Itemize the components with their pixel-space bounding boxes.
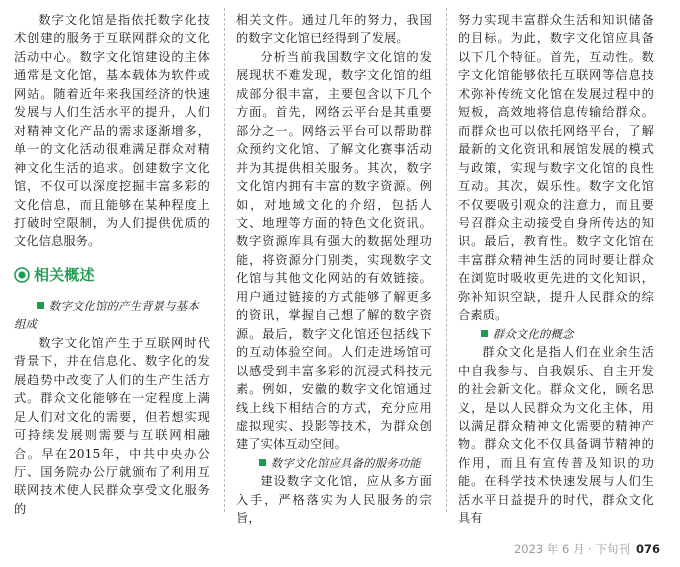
subheading-background <box>14 297 210 334</box>
section-heading <box>14 265 210 285</box>
functions-paragraph-continued: 努力实现丰富群众生活和知识储备的目标。为此，数字文化馆应具备以下几个特征。首先，互动性。数字文化馆能够依托互联网等信息技术弥补传统文化馆在发展过程中的短板，高效地将信息传输给群众。而群众也可以依托网络平台，了解最新的文化资讯和展馆发展的模式与政策，实现与数字文化馆的良性互动。其次，娱乐性。数字文化馆不仅要吸引观众的注意力，而且要号召群众主动接受自身所传达的知识。最后，教育性。数字文化馆在丰富群众精神生活的同时要让群众在浏览时吸收更先进的文化知识，弥补知识空缺，提升人民群众的综合素质。 <box>458 13 654 323</box>
green-square-bullet-icon <box>259 459 266 466</box>
subheading-functions-text: 数字文化馆应具备的服务功能 <box>270 455 421 470</box>
column-divider <box>446 8 447 512</box>
analysis-paragraph: 分析当前我国数字文化馆的发展现状不难发现，数字文化馆的组成部分很丰富，主要包含以下几个方面。首先，网络云平台是其重要部分之一。网络云平台可以帮助群众预约文化馆、了解文化赛事活动并为其提供相关服务。其次，数字文化馆内拥有丰富的数字资源。例如，对地域文化的介绍，包括人文、地理等方面的特色文化资讯。数字资源库具有强大的数据处理功能，将资源分门别类，实现数字文化馆与其他文化网站的有效链接。用户通过链接的方式能够了解更多的资讯，掌握自己想了解的数字资源。最后，数字文化馆还包括线下的互动体验空间。人们走进场馆可以感受到丰富多彩的沉浸式科技元素。例如，安徽的数字文化馆通过线上线下相结合的方式，充分应用虚拟现实、投影等技术，为群众创建了实体互动空间。 <box>236 49 432 452</box>
background-paragraph: 数字文化馆产生于互联网时代背景下，并在信息化、数字化的发展趋势中改变了人们的生产生活方式。群众文化能够在一定程度上满足人们对文化的需要，但若想实现可持续发展则需要与互联网相融合。早在2015年，中共中央办公厅、国务院办公厅就颁布了利用互联网技术使人民群众享受文化服务的 <box>14 335 210 516</box>
subheading-functions <box>236 454 432 472</box>
column-right <box>458 11 654 528</box>
page-footer <box>514 541 660 557</box>
green-square-bullet-icon <box>481 330 488 337</box>
section-circle-icon <box>14 267 30 283</box>
column-middle <box>236 11 432 528</box>
section-title: 相关概述 <box>34 265 95 284</box>
column-divider <box>224 8 225 512</box>
page-number: 076 <box>635 542 660 556</box>
column-left <box>14 11 210 518</box>
subheading-concept-text: 群众文化的概念 <box>492 326 574 341</box>
issue-date: 2023 年 6 月 · 下旬刊 <box>513 542 630 556</box>
concept-paragraph: 群众文化是指人们在业余生活中自我参与、自我娱乐、自主开发的社会新文化。群众文化，顾名思义，是以人民群众为文化主体，用以满足群众精神文化需要的精神产物。群众文化不仅具备调节精神的作用，而且有宣传普及知识的功能。在科学技术快速发展与人们生活水平日益提升的时代，群众文化具有 <box>458 345 654 526</box>
subheading-concept <box>458 325 654 343</box>
subheading-background-text: 数字文化馆的产生背景与基本组成 <box>14 298 199 332</box>
green-square-bullet-icon <box>37 302 44 309</box>
functions-paragraph: 建设数字文化馆，应从多方面入手，严格落实为人民服务的宗旨， <box>236 474 432 526</box>
background-paragraph-continued: 相关文件。通过几年的努力，我国的数字文化馆已经得到了发展。 <box>236 13 432 46</box>
intro-paragraph: 数字文化馆是指依托数字化技术创建的服务于互联网群众的文化活动中心。数字文化馆建设的主体通常是文化馆，基本载体为软件或网站。随着近年来我国经济的快速发展与人们生活水平的提升，人们对精神文化产品的需求逐渐增多，单一的文化活动很难满足群众对精神文化生活的追求。创建数字文化馆，不仅可以深度挖掘丰富多彩的文化信息，而且能够在某种程度上打破时空限制，为人们提供优质的文化信息服务。 <box>14 13 210 249</box>
